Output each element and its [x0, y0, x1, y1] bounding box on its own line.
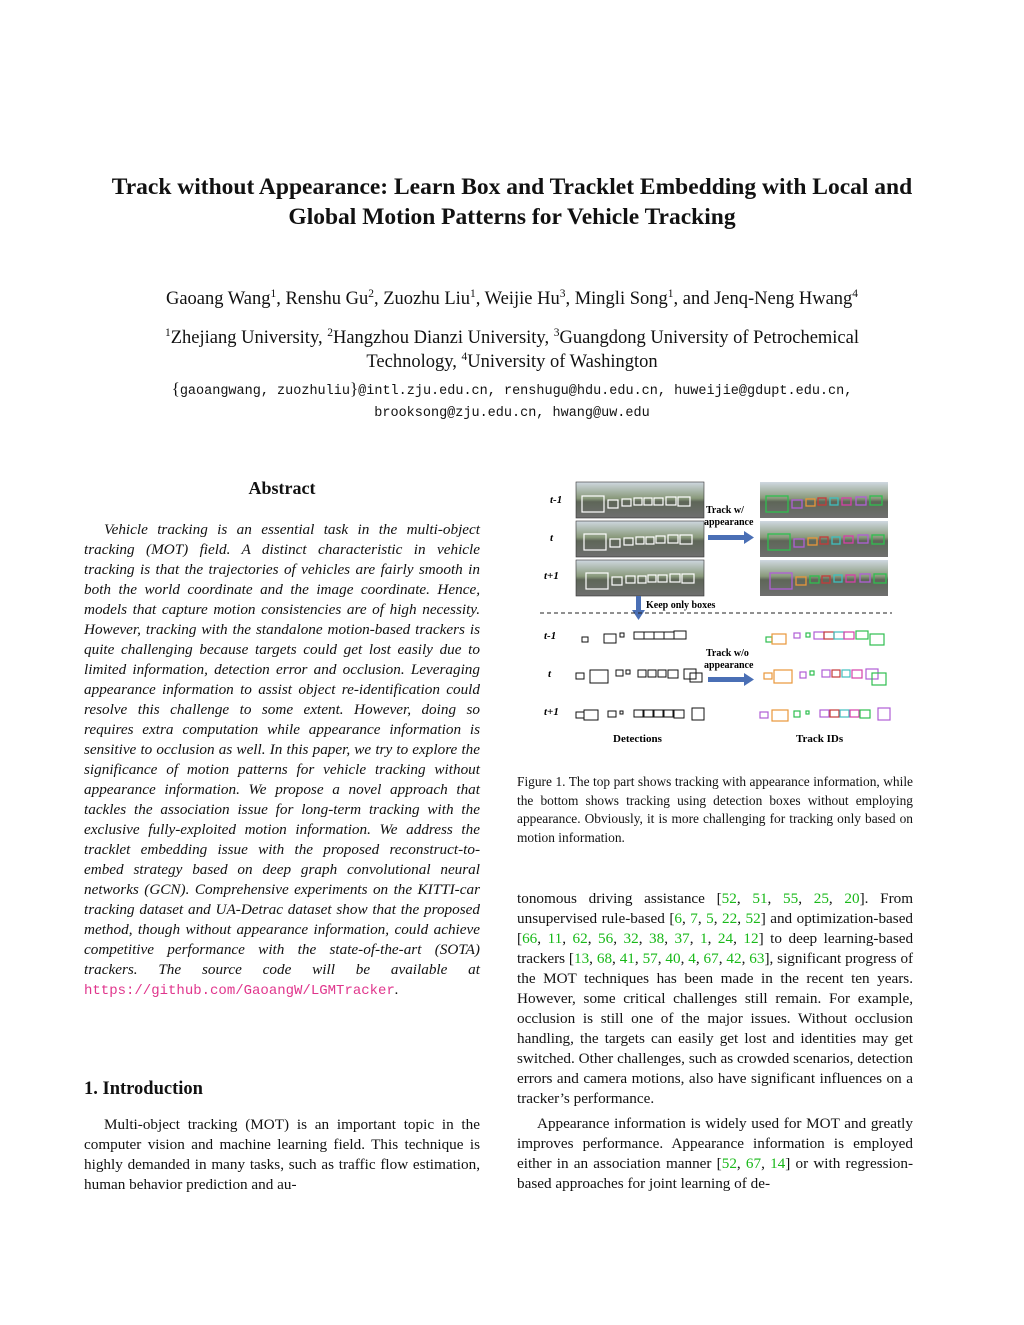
author: Gaoang Wang$^1$,	[165, 287, 286, 309]
citation-link[interactable]: 25	[813, 890, 829, 907]
column-label-detections: Detections	[613, 733, 662, 745]
frame-label: t-1	[550, 494, 563, 506]
svg-text:appearance: appearance	[704, 517, 754, 528]
author: Zuozhu Liu$^1$,	[383, 287, 485, 309]
citation-link[interactable]: 1	[700, 930, 708, 947]
title-line-2: Global Motion Patterns for Vehicle Tracking	[288, 204, 736, 230]
citation-link[interactable]: 52	[721, 890, 737, 907]
citation-link[interactable]: 42	[726, 950, 742, 967]
svg-text:Track w/o: Track w/o	[706, 648, 749, 659]
citation-link[interactable]: 24	[717, 930, 734, 947]
detection-image	[576, 560, 704, 596]
frame-label: t+1	[544, 706, 559, 718]
arrow-keep-only-boxes	[632, 596, 716, 620]
citation-link[interactable]: 7	[690, 910, 698, 927]
citation-link[interactable]: 62	[572, 930, 588, 947]
figure-1-diagram	[538, 472, 894, 750]
author: Mingli Song$^1$, and	[574, 287, 715, 309]
citation-link[interactable]: 52	[745, 910, 761, 927]
source-code-link[interactable]: https://github.com/GaoangW/LGMTracker	[84, 983, 395, 999]
citation-link[interactable]: 6	[674, 910, 682, 927]
citation-link[interactable]: 14	[770, 1155, 786, 1172]
affiliations: $^1$Zhejiang University, $^2$Hangzhou Dianzi University, $^3$Guangdong University of Petrochemical Technology, $^4$University of Washington	[164, 326, 859, 372]
svg-text:Keep only boxes: Keep only boxes	[646, 600, 716, 611]
citation-link[interactable]: 11	[547, 930, 563, 947]
title-line-1: Track without Appearance: Learn Box and Tracklet Embedding with Local and	[111, 174, 913, 200]
citation-link[interactable]: 52	[721, 1155, 737, 1172]
track-id-boxes	[760, 631, 890, 721]
figure-1	[538, 472, 894, 750]
citation-link[interactable]: 38	[649, 930, 665, 947]
figure-1-caption: Figure 1. The top part shows tracking with appearance information, while the bottom shows tracking using detection boxes without employing appearance. Obviously, it is more challenging for tracking only based on motion information.	[517, 774, 913, 845]
frame-label: t	[548, 668, 552, 680]
section-heading-introduction: 1. Introduction	[84, 1079, 203, 1099]
arrow-track-without-appearance	[704, 648, 754, 686]
column-label-track-ids: Track IDs	[796, 733, 844, 745]
detection-boxes-only	[576, 631, 704, 720]
frame-label: t+1	[544, 570, 559, 582]
citation-link[interactable]: 67	[745, 1155, 762, 1172]
citation-link[interactable]: 32	[623, 930, 639, 947]
tracked-image	[760, 482, 888, 596]
abstract-body: Vehicle tracking is an essential task in the multi-object tracking (MOT) field. A distinct characteristic in vehicle tracking is that the trajectories of vehicles are fairly smooth in both the world coordinate and the image coordinate. Hence, models that capture motion consistencies are of high necessity. However, tracking with the standalone motion-based trackers is quite challenging because targets could get lost easily due to limited information, detection error and occlusion. Leveraging appearance information to assist object re-identification could resolve this challenge to some extent. However, doing so requires extra computation while appearance information is sensitive to occlusion as well. In this paper, we try to explore the significance of motion patterns for vehicle tracking without appearance information. We propose a novel approach that tackles the association issue for long-term tracking with the exclusive fully-exploited motion information. We address the tracklet embedding issue with the proposed reconstruct-to-embed strategy based on deep graph convolutional neural networks (GCN). Comprehensive experiments on the KITTI-car tracking dataset and UA-Detrac dataset show that the proposed method, though without appearance information, could achieve competitive performance with the state-of-the-art (SOTA) trackers. The source code will be available at https://github.com/GaoangW/LGMTracker.	[84, 521, 480, 999]
citation-link[interactable]: 20	[844, 890, 860, 907]
author-list	[60, 287, 964, 311]
author: Jenq-Neng Hwang$^4$	[714, 287, 859, 309]
frame-label: t-1	[544, 630, 557, 642]
citation-link[interactable]: 37	[674, 930, 690, 947]
intro-body-continued: tonomous driving assistance [52, 51, 55, 25, 20]. From unsupervised rule-based [6, 7, 5, 22, 52] and optimization-based [66, 11, 62, 56, 32, 38, 37, 1, 24, 12] to deep learning-based trackers [13, 68, 41, 57, 40, 4, 67, 42, 63], significant progress of the MOT techniques has been made in the recent ten years. However, some critical challenges still remain. For example, occlusion is still one of the major issues. Without occlusion handling, the targets can easily get lost and identities may get switched. Other challenges, such as crowded scenarios, detection errors and camera motions, also have significant influences on a tracker’s performance. Appearance information is widely used for MOT and greatly improves performance. Appearance information is employed either in an association manner [52, 67, 14] or with regression-based approaches for joint learning of de-	[517, 890, 914, 1192]
svg-text:appearance: appearance	[704, 660, 754, 671]
intro-body: Multi-object tracking (MOT) is an important topic in the computer vision and machine learning field. This technique is highly demanded in many tasks, such as traffic flow estimation, human behavior prediction and au-	[84, 1116, 480, 1193]
citation-link[interactable]: 51	[752, 890, 768, 907]
citation-link[interactable]: 68	[596, 950, 613, 967]
citation-link[interactable]: 57	[642, 950, 658, 967]
paper-title	[60, 172, 964, 232]
svg-text:Track w/: Track w/	[706, 505, 744, 516]
arrow-track-with-appearance	[704, 505, 754, 544]
citation-link[interactable]: 22	[722, 910, 738, 927]
citation-link[interactable]: 12	[743, 930, 759, 947]
citation-link[interactable]: 4	[688, 950, 696, 967]
citation-link[interactable]: 66	[522, 930, 538, 947]
citation-link[interactable]: 63	[749, 950, 765, 967]
citation-link[interactable]: 5	[706, 910, 714, 927]
frame-label: t	[550, 532, 554, 544]
citation-link[interactable]: 40	[665, 950, 681, 967]
citation-link[interactable]: 55	[783, 890, 799, 907]
author-emails: {gaoangwang, zuozhuliu}@intl.zju.edu.cn, renshugu@hdu.edu.cn, huweijie@gdupt.edu.cn, brooksong@zju.edu.cn, hwang@uw.edu	[171, 379, 853, 421]
author: Weijie Hu$^3$,	[484, 287, 575, 309]
citation-link[interactable]: 56	[598, 930, 614, 947]
citation-link[interactable]: 67	[703, 950, 719, 967]
citation-link[interactable]: 41	[619, 950, 635, 967]
abstract-heading: Abstract	[248, 478, 316, 498]
author: Renshu Gu$^2$,	[285, 287, 384, 309]
citation-link[interactable]: 13	[573, 950, 590, 967]
detection-image	[576, 521, 704, 557]
